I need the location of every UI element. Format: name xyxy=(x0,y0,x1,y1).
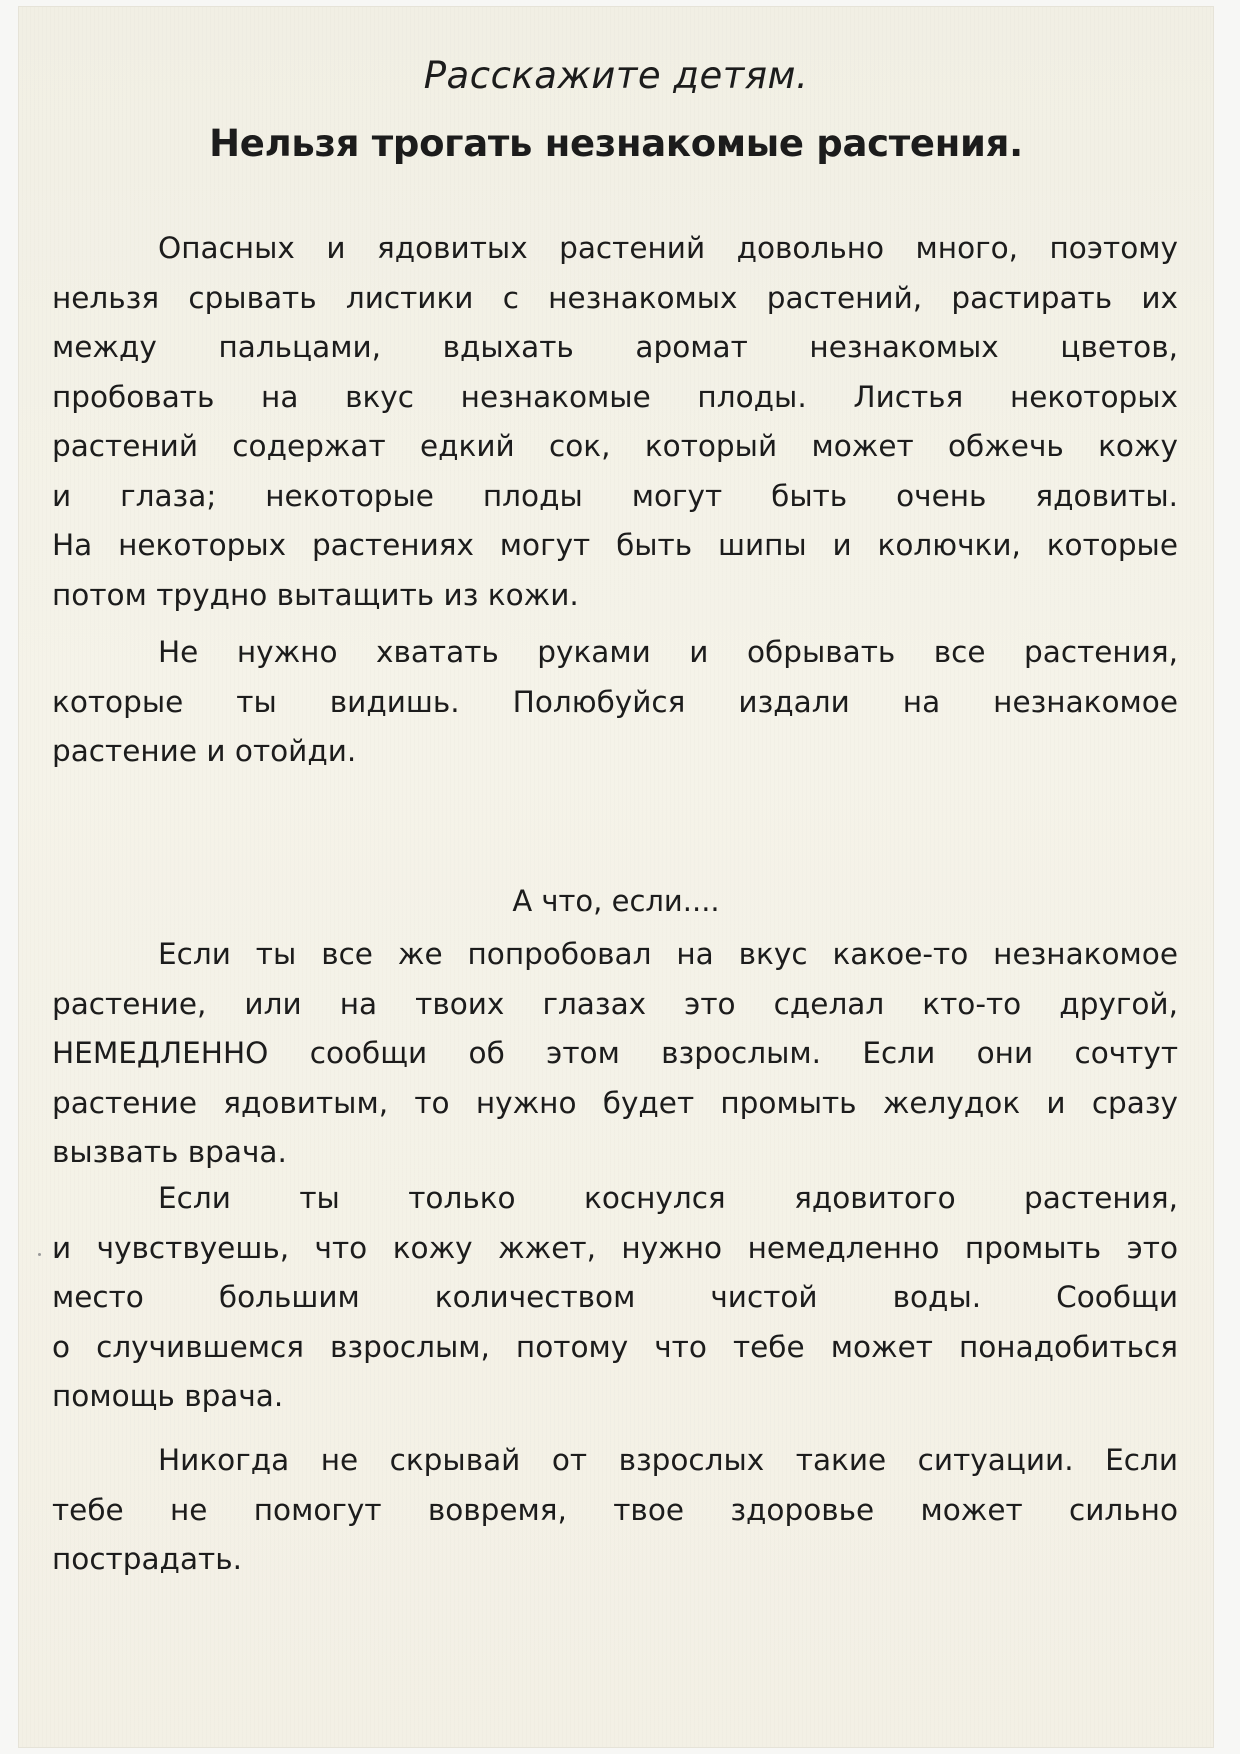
text-line: помощь врача. xyxy=(52,1379,284,1413)
text-line: растение ядовитым, то нужно будет промыть желудок и сразу xyxy=(52,1085,1178,1120)
text-line: Если ты только коснулся ядовитого растения, xyxy=(158,1181,1178,1215)
text-line: потом трудно вытащить из кожи. xyxy=(52,577,579,612)
text-line: Опасных и ядовитых растений довольно много, поэтому xyxy=(158,231,1178,265)
text-line: и глаза; некоторые плоды могут быть очень ядовиты. xyxy=(52,478,1178,513)
text-line: Никогда не скрывай от взрослых такие ситуации. Если xyxy=(158,1443,1178,1477)
text-line: растений содержат едкий сок, который может обжечь кожу xyxy=(52,429,1178,463)
text-line: На некоторых растениях могут быть шипы и колючки, которые xyxy=(52,528,1178,562)
text-line: место большим количеством чистой воды. Сообщи xyxy=(52,1280,1178,1314)
text-line: пострадать. xyxy=(52,1542,242,1576)
page-subtitle: Расскажите детям. xyxy=(423,54,809,97)
text-line: НЕМЕДЛЕННО сообщи об этом взрослым. Если они сочтут xyxy=(52,1036,1178,1070)
text-line: Если ты все же попробовал на вкус какое-то незнакомое xyxy=(158,937,1178,971)
text-line: Не нужно хватать руками и обрывать все растения, xyxy=(158,635,1178,669)
text-line: нельзя срывать листики с незнакомых растений, растирать их xyxy=(52,280,1178,315)
text-line: растение, или на твоих глазах это сделал кто-то другой, xyxy=(52,986,1178,1021)
page-title: Нельзя трогать незнакомые растения. xyxy=(209,122,1023,165)
text-line: о случившемся взрослым, потому что тебе может понадобиться xyxy=(52,1329,1178,1364)
scan-speck xyxy=(38,1253,41,1256)
paragraph-never-hide xyxy=(52,1436,1178,1585)
paragraph-dont-grab-plants xyxy=(52,628,1178,777)
text-line: между пальцами, вдыхать аромат незнакомых цветов, xyxy=(52,330,1178,364)
paragraph-if-touched xyxy=(52,1174,1178,1422)
paragraph-if-tasted xyxy=(52,930,1178,1178)
text-line: вызвать врача. xyxy=(52,1135,287,1169)
text-line: растение и отойди. xyxy=(52,734,357,768)
text-line: и чувствуешь, что кожу жжет, нужно немедленно промыть это xyxy=(52,1230,1178,1265)
section-heading-what-if: А что, если.... xyxy=(512,884,720,918)
text-line: тебе не помогут вовремя, твое здоровье может сильно xyxy=(52,1492,1178,1527)
book-page xyxy=(18,6,1214,1748)
paragraph-dangerous-plants xyxy=(52,224,1178,620)
text-line: пробовать на вкус незнакомые плоды. Листья некоторых xyxy=(52,379,1178,414)
text-line: которые ты видишь. Полюбуйся издали на незнакомое xyxy=(52,684,1178,719)
